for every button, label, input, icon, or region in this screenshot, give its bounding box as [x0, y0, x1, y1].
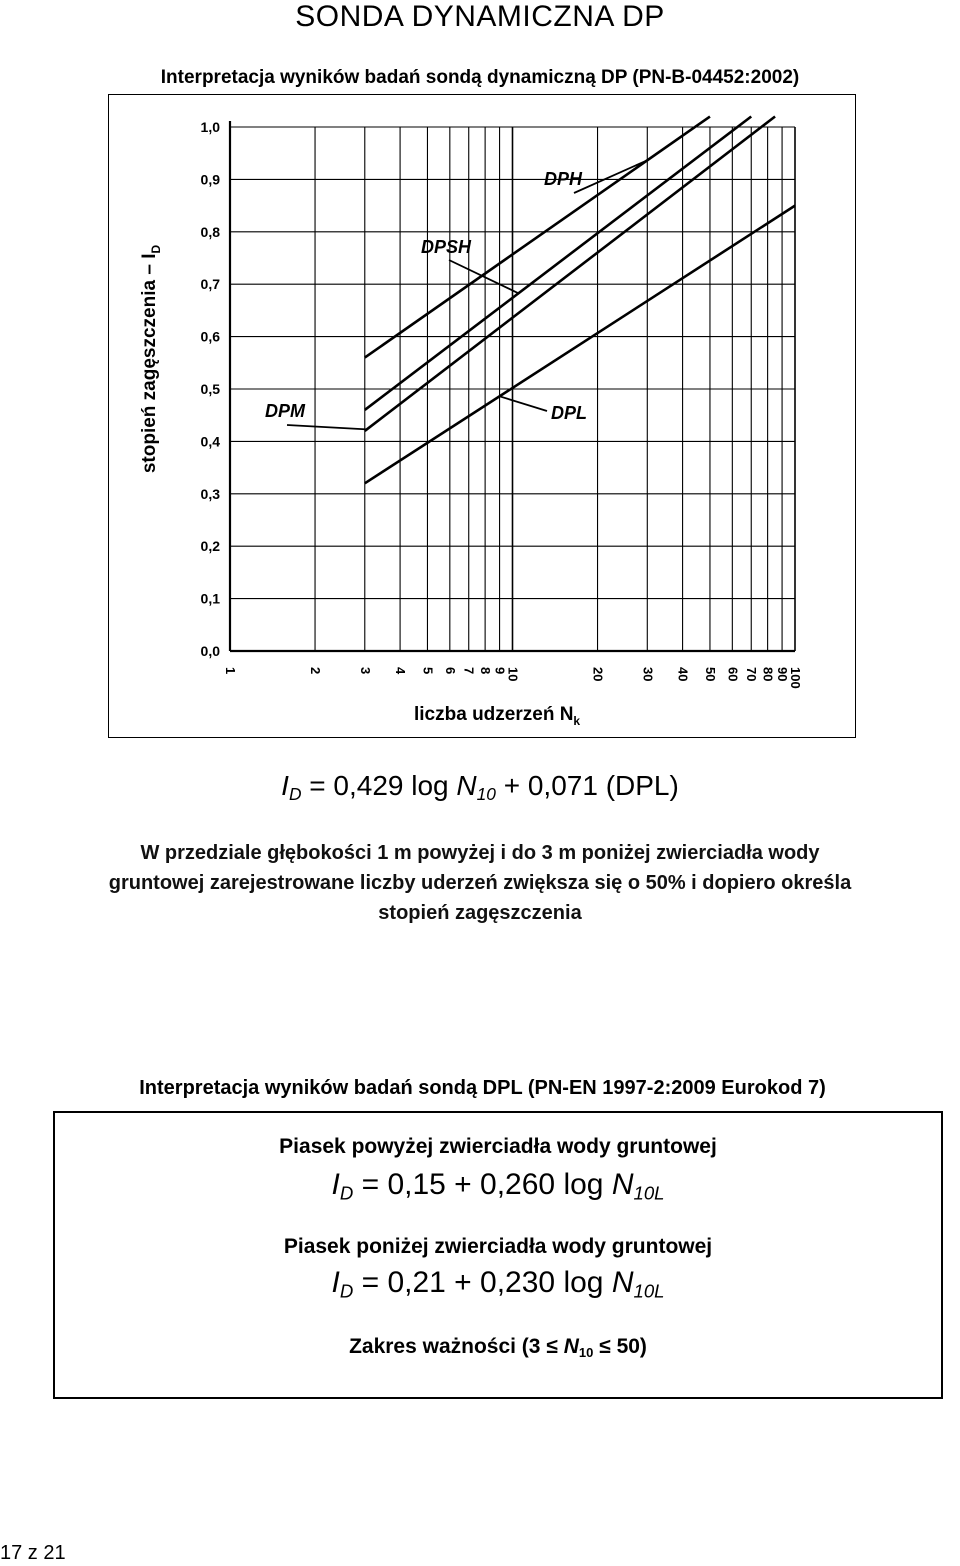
- x-tick-label: 50: [702, 667, 718, 682]
- y-tick-label: 0,6: [200, 328, 220, 345]
- y-tick-label: 0,9: [200, 171, 220, 188]
- x-tick-label: 40: [675, 667, 691, 682]
- series-line-dpm: [365, 117, 775, 431]
- y-axis-title-sub: D: [149, 244, 163, 254]
- eurocode-heading: Interpretacja wyników badań sondą DPL (PN-EN 1997-2:2009 Eurokod 7): [139, 1077, 826, 1099]
- x-axis-title: liczba udzerzeń $N_k$: [414, 704, 581, 728]
- x-tick-label: 70: [744, 667, 760, 682]
- page-title: SONDA DYNAMICZNA DP: [295, 0, 665, 33]
- formula-rest: + 0,071 (DPL): [495, 770, 679, 801]
- formula-mid: = 0,429 log: [301, 770, 457, 801]
- y-tick-label: 1,0: [200, 119, 220, 135]
- id-nk-chart: [109, 95, 855, 737]
- eq2-n-sub: 10L: [633, 1280, 665, 1302]
- x-tick-label: 90: [775, 667, 791, 682]
- x-tick-label: 7: [461, 667, 477, 675]
- x-tick-label: 60: [725, 667, 741, 682]
- eq2-mid: = 0,21 + 0,230 log: [353, 1266, 612, 1299]
- y-tick-label: 0,1: [200, 590, 220, 607]
- x-tick-label: 100: [788, 667, 803, 689]
- leader-dph: [574, 160, 647, 193]
- series-line-dpsh: [365, 117, 751, 410]
- label-below-water: Piasek poniżej zwierciadła wody gruntowej: [283, 1235, 713, 1258]
- x-tick-label: 8: [478, 667, 494, 675]
- note-line-2: gruntowej zarejestrowane liczby uderzeń zwiększa się o 50% i dopiero określa: [108, 872, 852, 894]
- range-n-sub: 10: [578, 1344, 594, 1360]
- x-tick-label: 6: [442, 667, 458, 675]
- x-tick-label: 20: [590, 667, 606, 682]
- eq1-n: N: [611, 1168, 634, 1201]
- range-post: 50): [610, 1335, 647, 1358]
- x-tick-label: 9: [492, 667, 508, 675]
- formula-above-water: [55, 1168, 941, 1205]
- y-tick-label: 0,7: [200, 276, 220, 293]
- leader-dpsh: [449, 260, 518, 293]
- chart-figure: [108, 94, 856, 738]
- x-tick-label: 2: [308, 667, 324, 675]
- x-tick-label: 3: [357, 667, 373, 675]
- x-tick-label: 80: [760, 667, 776, 682]
- y-tick-label: 0,8: [200, 223, 220, 240]
- le-sign-1: ≤: [546, 1335, 558, 1358]
- eq2-lhs: I: [331, 1266, 340, 1299]
- formula-lhs: I: [281, 770, 289, 801]
- series-label-dpsh: DPSH: [421, 237, 472, 257]
- series-label-dpl: DPL: [551, 403, 587, 423]
- y-tick-label: 0,0: [200, 643, 220, 659]
- range-pre: Zakres ważności (3: [349, 1335, 547, 1358]
- formula-below-water: [55, 1266, 941, 1303]
- eurocode-formula-box: [53, 1111, 943, 1399]
- y-tick-label: 0,3: [200, 485, 220, 502]
- series-label-dph: DPH: [544, 169, 583, 189]
- note-line-1: W przedziale głębokości 1 m powyżej i do 3 m poniżej zwierciadła wody: [140, 842, 820, 864]
- eq1-n-sub: 10L: [633, 1182, 665, 1204]
- eq2-n: N: [611, 1266, 634, 1299]
- groundwater-note: [0, 838, 960, 928]
- page-number: 17 z 21: [0, 1542, 66, 1564]
- range-n: N: [563, 1335, 579, 1358]
- formula-lhs-sub: D: [288, 784, 302, 805]
- y-tick-label: 0,5: [200, 381, 220, 397]
- series-line-dph: [365, 117, 710, 358]
- eq1-lhs: I: [331, 1168, 340, 1201]
- series-label-dpm: DPM: [265, 401, 305, 421]
- x-tick-label: 5: [420, 667, 436, 675]
- label-above-water: Piasek powyżej zwierciadła wody gruntowej: [279, 1135, 717, 1158]
- x-tick-label: 1: [223, 667, 238, 675]
- chart-section-heading: Interpretacja wyników badań sondą dynamiczną DP (PN-B-04452:2002): [160, 67, 800, 88]
- x-tick-label: 4: [393, 667, 409, 675]
- leader-dpl: [500, 396, 547, 411]
- dpl-formula: [0, 770, 960, 805]
- y-axis-title: stopień zagęszczenia – $I_D$: [139, 244, 163, 474]
- x-tick-label: 30: [640, 667, 656, 682]
- leader-dpm: [287, 425, 367, 429]
- x-axis-title-sub: k: [573, 714, 581, 728]
- formula-n: N: [456, 770, 477, 801]
- x-tick-label: 10: [505, 667, 521, 682]
- note-line-3: stopień zagęszczenia: [378, 902, 582, 924]
- validity-range: [55, 1335, 941, 1360]
- eq1-mid: = 0,15 + 0,260 log: [353, 1168, 612, 1201]
- y-tick-label: 0,2: [200, 538, 220, 555]
- eq1-lhs-sub: D: [339, 1182, 354, 1204]
- y-tick-label: 0,4: [200, 433, 220, 450]
- le-sign-2: ≤: [599, 1335, 611, 1358]
- formula-n-sub: 10: [476, 784, 496, 805]
- eq2-lhs-sub: D: [339, 1280, 354, 1302]
